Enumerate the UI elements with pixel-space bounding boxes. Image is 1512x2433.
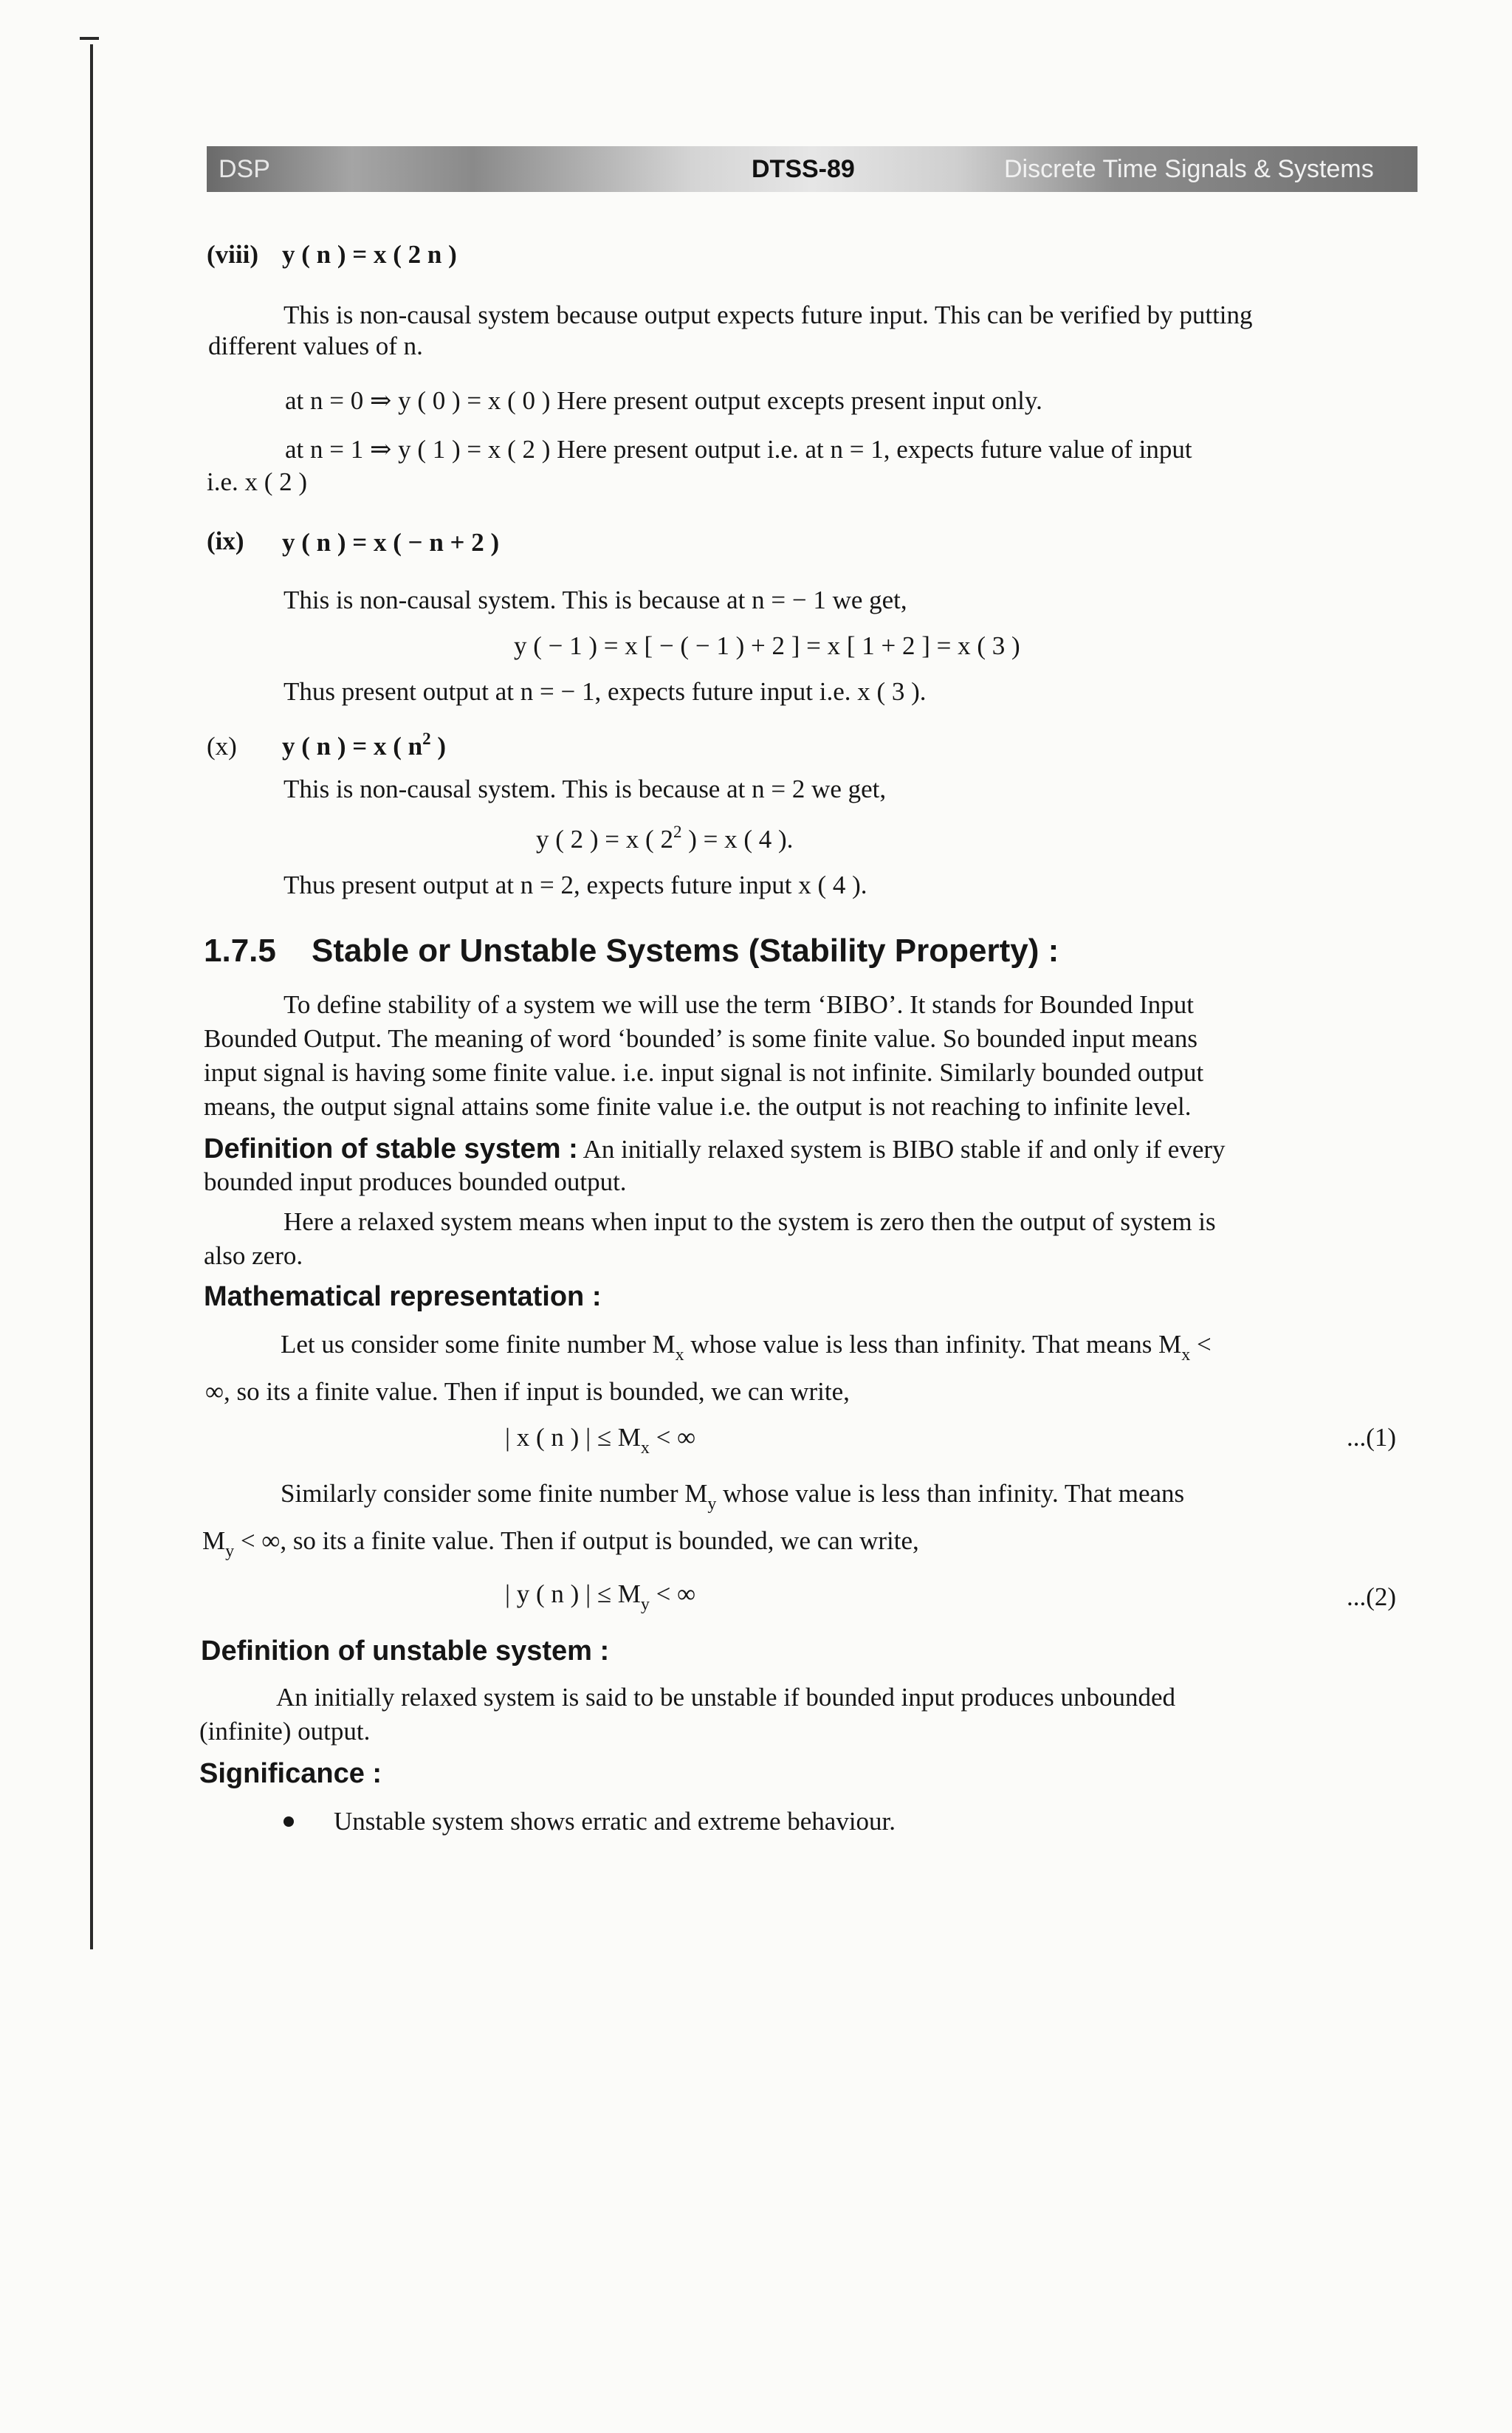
math-line4: $M_y$ < ∞, so its a finite value. Then if output is bounded, we can write, — [202, 1526, 919, 1561]
viii-n1-line1: at n = 1 ⇒ y ( 1 ) = x ( 2 ) Here present output i.e. at n = 1, expects future value of input — [285, 435, 1192, 464]
equation-ix: y ( n ) = x ( − n + 2 ) — [282, 528, 500, 557]
section-p1-line4: means, the output signal attains some finite value i.e. the output is not reaching to infinite level. — [204, 1092, 1192, 1121]
ix-equation2: y ( − 1 ) = x [ − ( − 1 ) + 2 ] = x [ 1 + 2 ] = x ( 3 ) — [514, 631, 1020, 660]
section-p1-line2: Bounded Output. The meaning of word ‘bounded’ is some finite value. So bounded input means — [204, 1024, 1197, 1053]
stable-definition-line1: Definition of stable system : An initially relaxed system is BIBO stable if and only if every — [204, 1133, 1226, 1164]
header-book-code: DSP — [219, 155, 270, 183]
relaxed-system-line2: also zero. — [204, 1241, 303, 1270]
equation-viii: y ( n ) = x ( 2 n ) — [282, 240, 457, 269]
x-equation2: y ( 2 ) = x ( $2^2$ ) = x ( 4 ). — [536, 823, 794, 854]
stable-definition-line2: bounded input produces bounded output. — [204, 1167, 627, 1196]
unstable-definition-line2: (infinite) output. — [199, 1717, 371, 1746]
viii-paragraph-line2: different values of n. — [208, 332, 423, 360]
significance-bullet-1: Unstable system shows erratic and extreme behaviour. — [334, 1807, 896, 1836]
math-line2: ∞, so its a finite value. Then if input is bounded, we can write, — [205, 1377, 850, 1406]
math-representation-heading: Mathematical representation : — [204, 1281, 602, 1312]
relaxed-system-line1: Here a relaxed system means when input to the system is zero then the output of system is — [284, 1207, 1216, 1236]
equation-x: y ( n ) = x ( $n^2$ ) — [282, 730, 446, 761]
section-title: Stable or Unstable Systems (Stability Property) : — [312, 933, 1059, 969]
viii-n0-line: at n = 0 ⇒ y ( 0 ) = x ( 0 ) Here present output excepts present input only. — [285, 386, 1042, 415]
equation-1-number: ...(1) — [1347, 1423, 1397, 1452]
item-label-ix: (ix) — [207, 526, 244, 555]
bullet-icon — [284, 1816, 294, 1827]
header-chapter-title: Discrete Time Signals & Systems — [1004, 155, 1374, 183]
unstable-definition-line1: An initially relaxed system is said to be unstable if bounded input produces unbounded — [276, 1683, 1175, 1712]
header-page-number: DTSS-89 — [752, 155, 855, 183]
binding-line — [90, 44, 93, 1949]
section-p1-line3: input signal is having some finite value. i.e. input signal is not infinite. Similarly bounded output — [204, 1058, 1204, 1087]
x-line1: This is non-causal system. This is because at n = 2 we get, — [284, 775, 887, 803]
section-number: 1.7.5 — [204, 933, 276, 969]
binding-mark-top — [80, 37, 99, 40]
item-label-viii: (viii) — [207, 240, 258, 269]
equation-2-number: ...(2) — [1347, 1582, 1397, 1611]
viii-n1-line2: i.e. x ( 2 ) — [207, 467, 308, 496]
stable-definition-heading: Definition of stable system : — [204, 1133, 578, 1164]
section-p1-line1: To define stability of a system we will use the term ‘BIBO’. It stands for Bounded Input — [284, 990, 1195, 1019]
math-line1: Let us consider some finite number $M_x$ whose value is less than infinity. That means $M_x$ < — [281, 1330, 1212, 1365]
ix-line1: This is non-causal system. This is because at n = − 1 we get, — [284, 586, 907, 614]
unstable-definition-heading: Definition of unstable system : — [201, 1636, 610, 1667]
math-line3: Similarly consider some finite number $M_y$ whose value is less than infinity. That means — [281, 1479, 1185, 1514]
item-label-x: (x) — [207, 732, 237, 761]
equation-1: | x ( n ) | ≤ $M_x$ < ∞ — [505, 1423, 696, 1458]
equation-2: | y ( n ) | ≤ $M_y$ < ∞ — [505, 1579, 696, 1614]
x-line2: Thus present output at n = 2, expects future input x ( 4 ). — [284, 871, 867, 899]
significance-heading: Significance : — [199, 1758, 382, 1789]
ix-line2: Thus present output at n = − 1, expects future input i.e. x ( 3 ). — [284, 677, 927, 706]
viii-paragraph-line1: This is non-causal system because output expects future input. This can be verified by putting — [284, 301, 1253, 329]
